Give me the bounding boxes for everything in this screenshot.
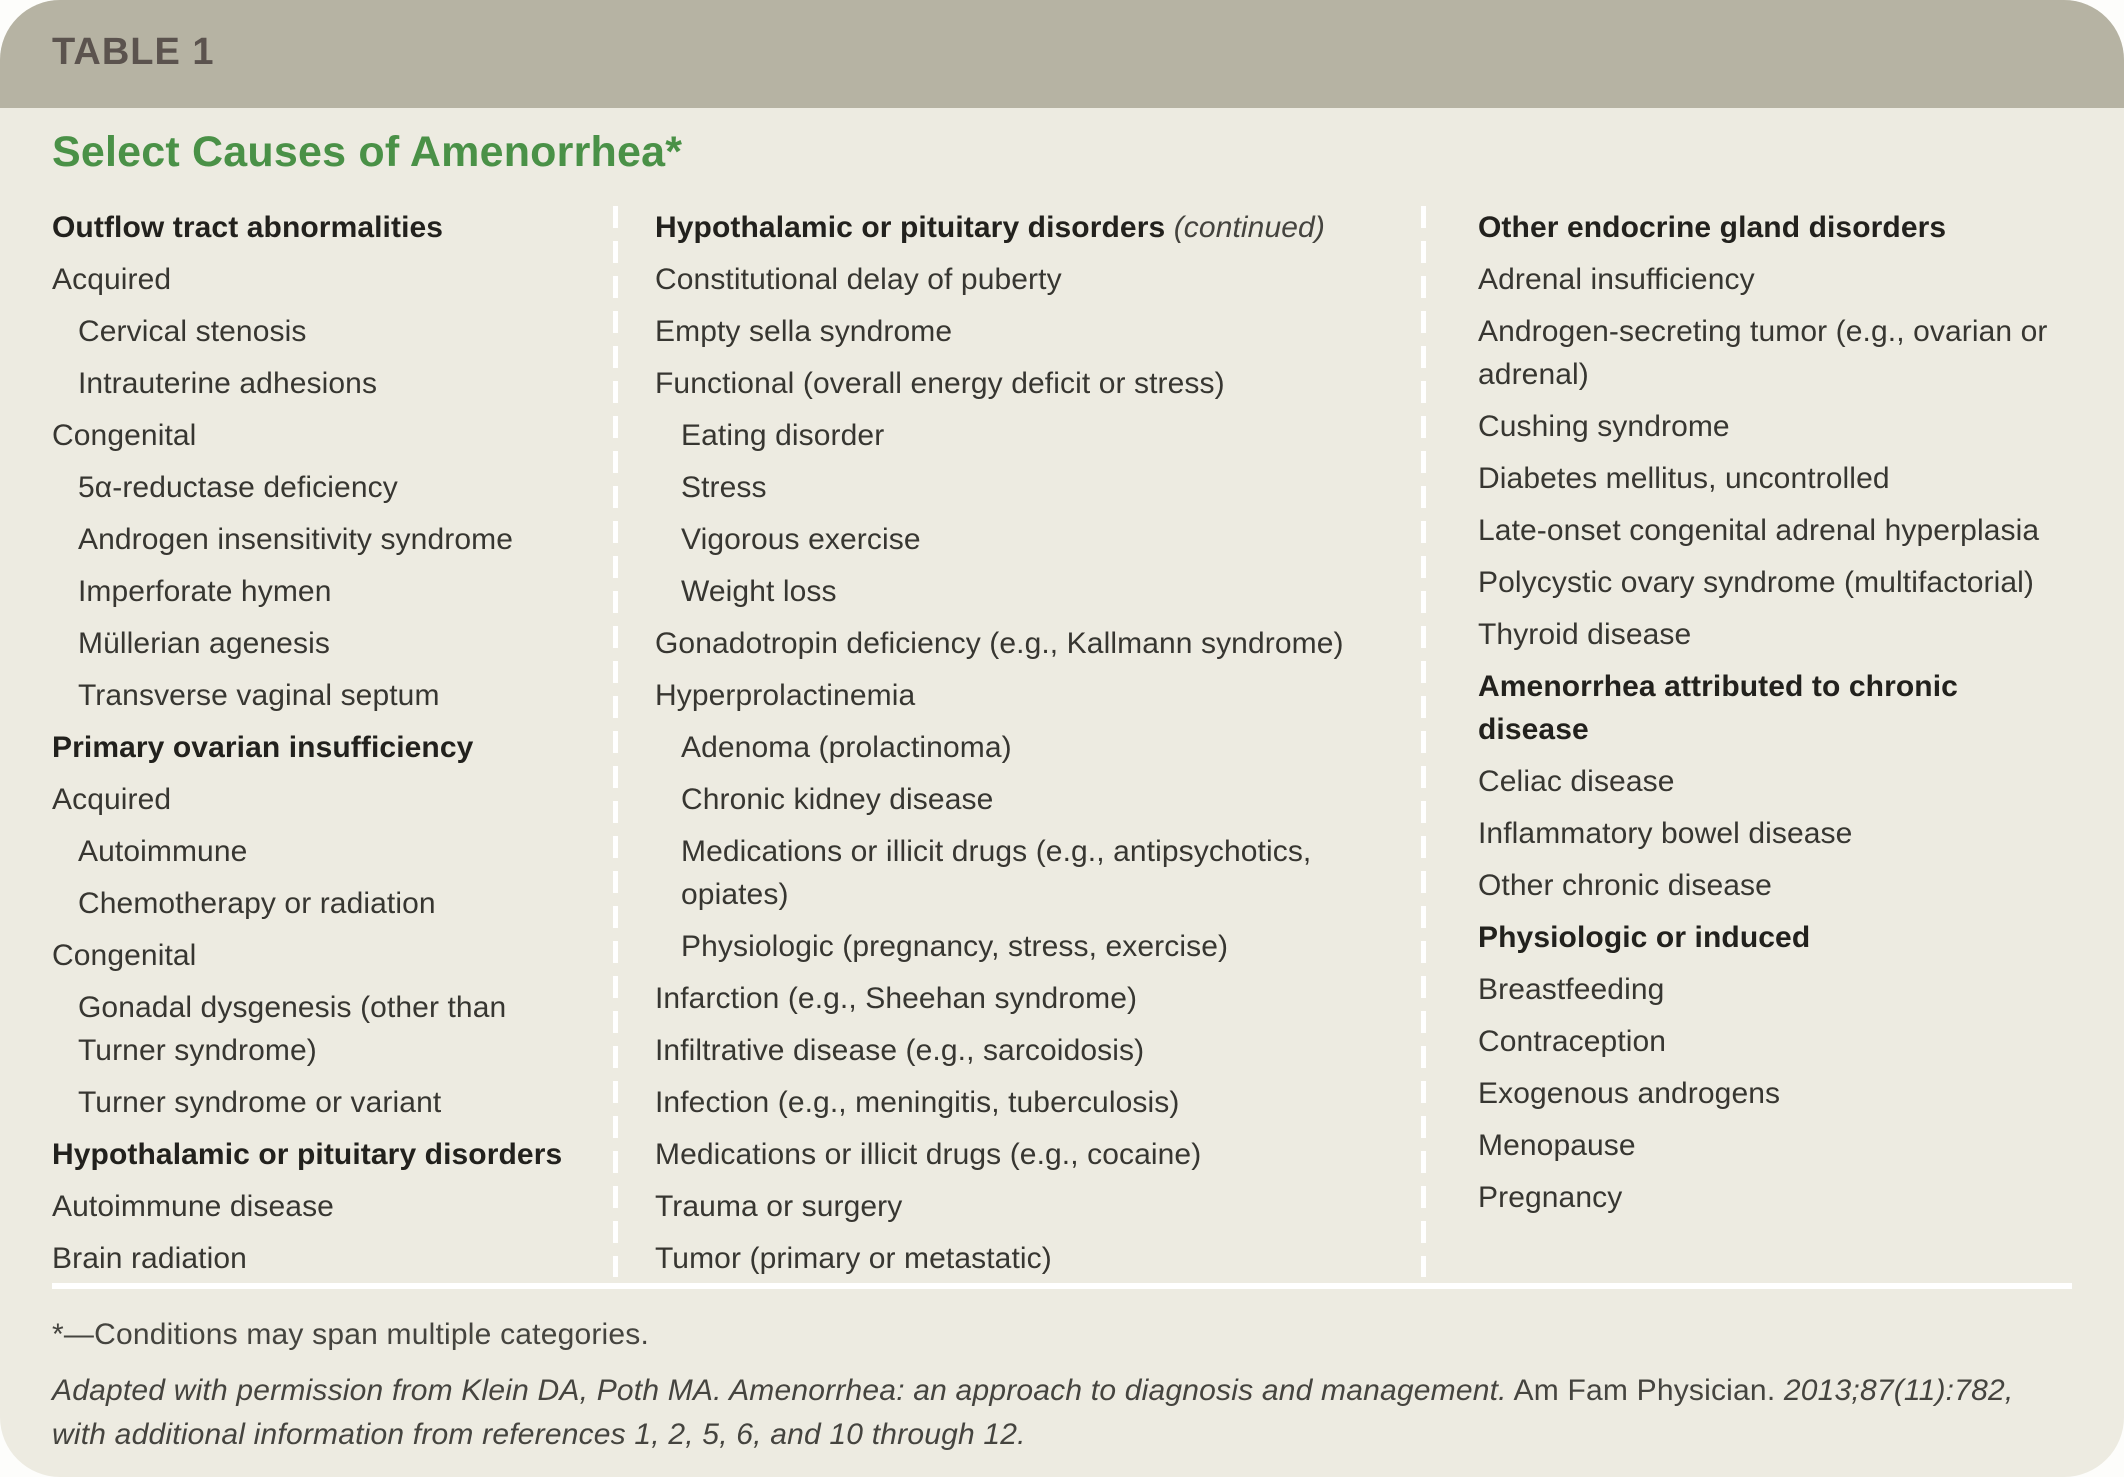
section-header: Outflow tract abnormalities <box>52 211 444 244</box>
list-item: 5α-reductase deficiency <box>78 471 398 504</box>
list-item: Adenoma (prolactinoma) <box>681 731 1012 764</box>
list-item: Inflammatory bowel disease <box>1478 817 1853 850</box>
list-item: Medications or illicit drugs (e.g., antipsychotics, opiates) <box>681 835 1312 911</box>
list-item: Thyroid disease <box>1478 618 1692 651</box>
table-columns <box>52 206 2076 1280</box>
list-item: Contraception <box>1478 1025 1667 1058</box>
list-item: Infection (e.g., meningitis, tuberculosis) <box>655 1086 1180 1119</box>
list-item: Empty sella syndrome <box>655 315 953 348</box>
list-item: Cushing syndrome <box>1478 410 1730 443</box>
list-item: Gonadal dysgenesis (other than Turner syndrome) <box>78 991 507 1067</box>
footnote-divider-rule <box>52 1283 2072 1289</box>
table-number-label: TABLE 1 <box>52 31 215 73</box>
list-item: Polycystic ovary syndrome (multifactorial) <box>1478 566 2035 599</box>
list-item: Transverse vaginal septum <box>78 679 440 712</box>
section-header: Other endocrine gland disorders <box>1478 211 1947 244</box>
list-item: Pregnancy <box>1478 1181 1623 1214</box>
citation <box>52 1369 2074 1457</box>
list-item: Imperforate hymen <box>78 575 332 608</box>
list-item: Androgen-secreting tumor (e.g., ovarian or adrenal) <box>1478 315 2048 391</box>
list-item: Hyperprolactinemia <box>655 679 916 712</box>
citation-segment: 2013;87(11):782, with additional information from references 1, 2, 5, 6, and 10 through 12. <box>52 1374 2014 1451</box>
list-item: Cervical stenosis <box>78 315 307 348</box>
column-1 <box>52 206 615 1289</box>
list-item: Congenital <box>52 419 197 452</box>
list-item: Functional (overall energy deficit or stress) <box>655 367 1225 400</box>
section-header: Physiologic or induced <box>1478 921 1811 954</box>
list-item: Other chronic disease <box>1478 869 1772 902</box>
list-item: Adrenal insufficiency <box>1478 263 1755 296</box>
list-item: Tumor (primary or metastatic) <box>655 1242 1052 1275</box>
table-header-bar <box>0 0 2124 108</box>
list-item: Medications or illicit drugs (e.g., cocaine) <box>655 1138 1202 1171</box>
section-header: Primary ovarian insufficiency <box>52 731 474 764</box>
list-item: Diabetes mellitus, uncontrolled <box>1478 462 1890 495</box>
list-item: Late-onset congenital adrenal hyperplasia <box>1478 514 2040 547</box>
continued-marker: (continued) <box>1165 211 1325 244</box>
section-header: Hypothalamic or pituitary disorders <box>52 1138 563 1171</box>
list-item: Müllerian agenesis <box>78 627 330 660</box>
list-item: Breastfeeding <box>1478 973 1665 1006</box>
list-item: Celiac disease <box>1478 765 1675 798</box>
list-item: Gonadotropin deficiency (e.g., Kallmann syndrome) <box>655 627 1344 660</box>
list-item: Stress <box>681 471 767 504</box>
citation-segment: Adapted with permission from Klein DA, Poth MA. Amenorrhea: an approach to diagnosis and management. <box>52 1374 1507 1407</box>
section-header: Hypothalamic or pituitary disorders (continued) <box>655 211 1325 244</box>
list-item: Trauma or surgery <box>655 1190 903 1223</box>
footnote-asterisk: *—Conditions may span multiple categories. <box>52 1318 650 1351</box>
section-header: Amenorrhea attributed to chronic disease <box>1478 670 1958 746</box>
list-item: Physiologic (pregnancy, stress, exercise) <box>681 930 1229 963</box>
list-item: Chronic kidney disease <box>681 783 994 816</box>
list-item: Vigorous exercise <box>681 523 921 556</box>
column-2 <box>615 206 1423 1289</box>
list-item: Menopause <box>1478 1129 1636 1162</box>
table-title: Select Causes of Amenorrhea* <box>52 128 683 176</box>
list-item: Chemotherapy or radiation <box>78 887 436 920</box>
list-item: Constitutional delay of puberty <box>655 263 1062 296</box>
list-item: Acquired <box>52 783 172 816</box>
list-item: Androgen insensitivity syndrome <box>78 523 513 556</box>
list-item: Autoimmune <box>78 835 248 868</box>
list-item: Brain radiation <box>52 1242 247 1275</box>
list-item: Exogenous androgens <box>1478 1077 1781 1110</box>
list-item: Congenital <box>52 939 197 972</box>
list-item: Infiltrative disease (e.g., sarcoidosis) <box>655 1034 1145 1067</box>
column-3 <box>1423 206 2076 1228</box>
column-divider-1 <box>613 206 618 1277</box>
list-item: Weight loss <box>681 575 837 608</box>
citation-segment: Am Fam Physician. <box>1506 1374 1784 1407</box>
list-item: Intrauterine adhesions <box>78 367 378 400</box>
list-item: Eating disorder <box>681 419 885 452</box>
list-item: Acquired <box>52 263 172 296</box>
list-item: Turner syndrome or variant <box>78 1086 442 1119</box>
list-item: Autoimmune disease <box>52 1190 334 1223</box>
column-divider-2 <box>1421 206 1426 1277</box>
list-item: Infarction (e.g., Sheehan syndrome) <box>655 982 1138 1015</box>
